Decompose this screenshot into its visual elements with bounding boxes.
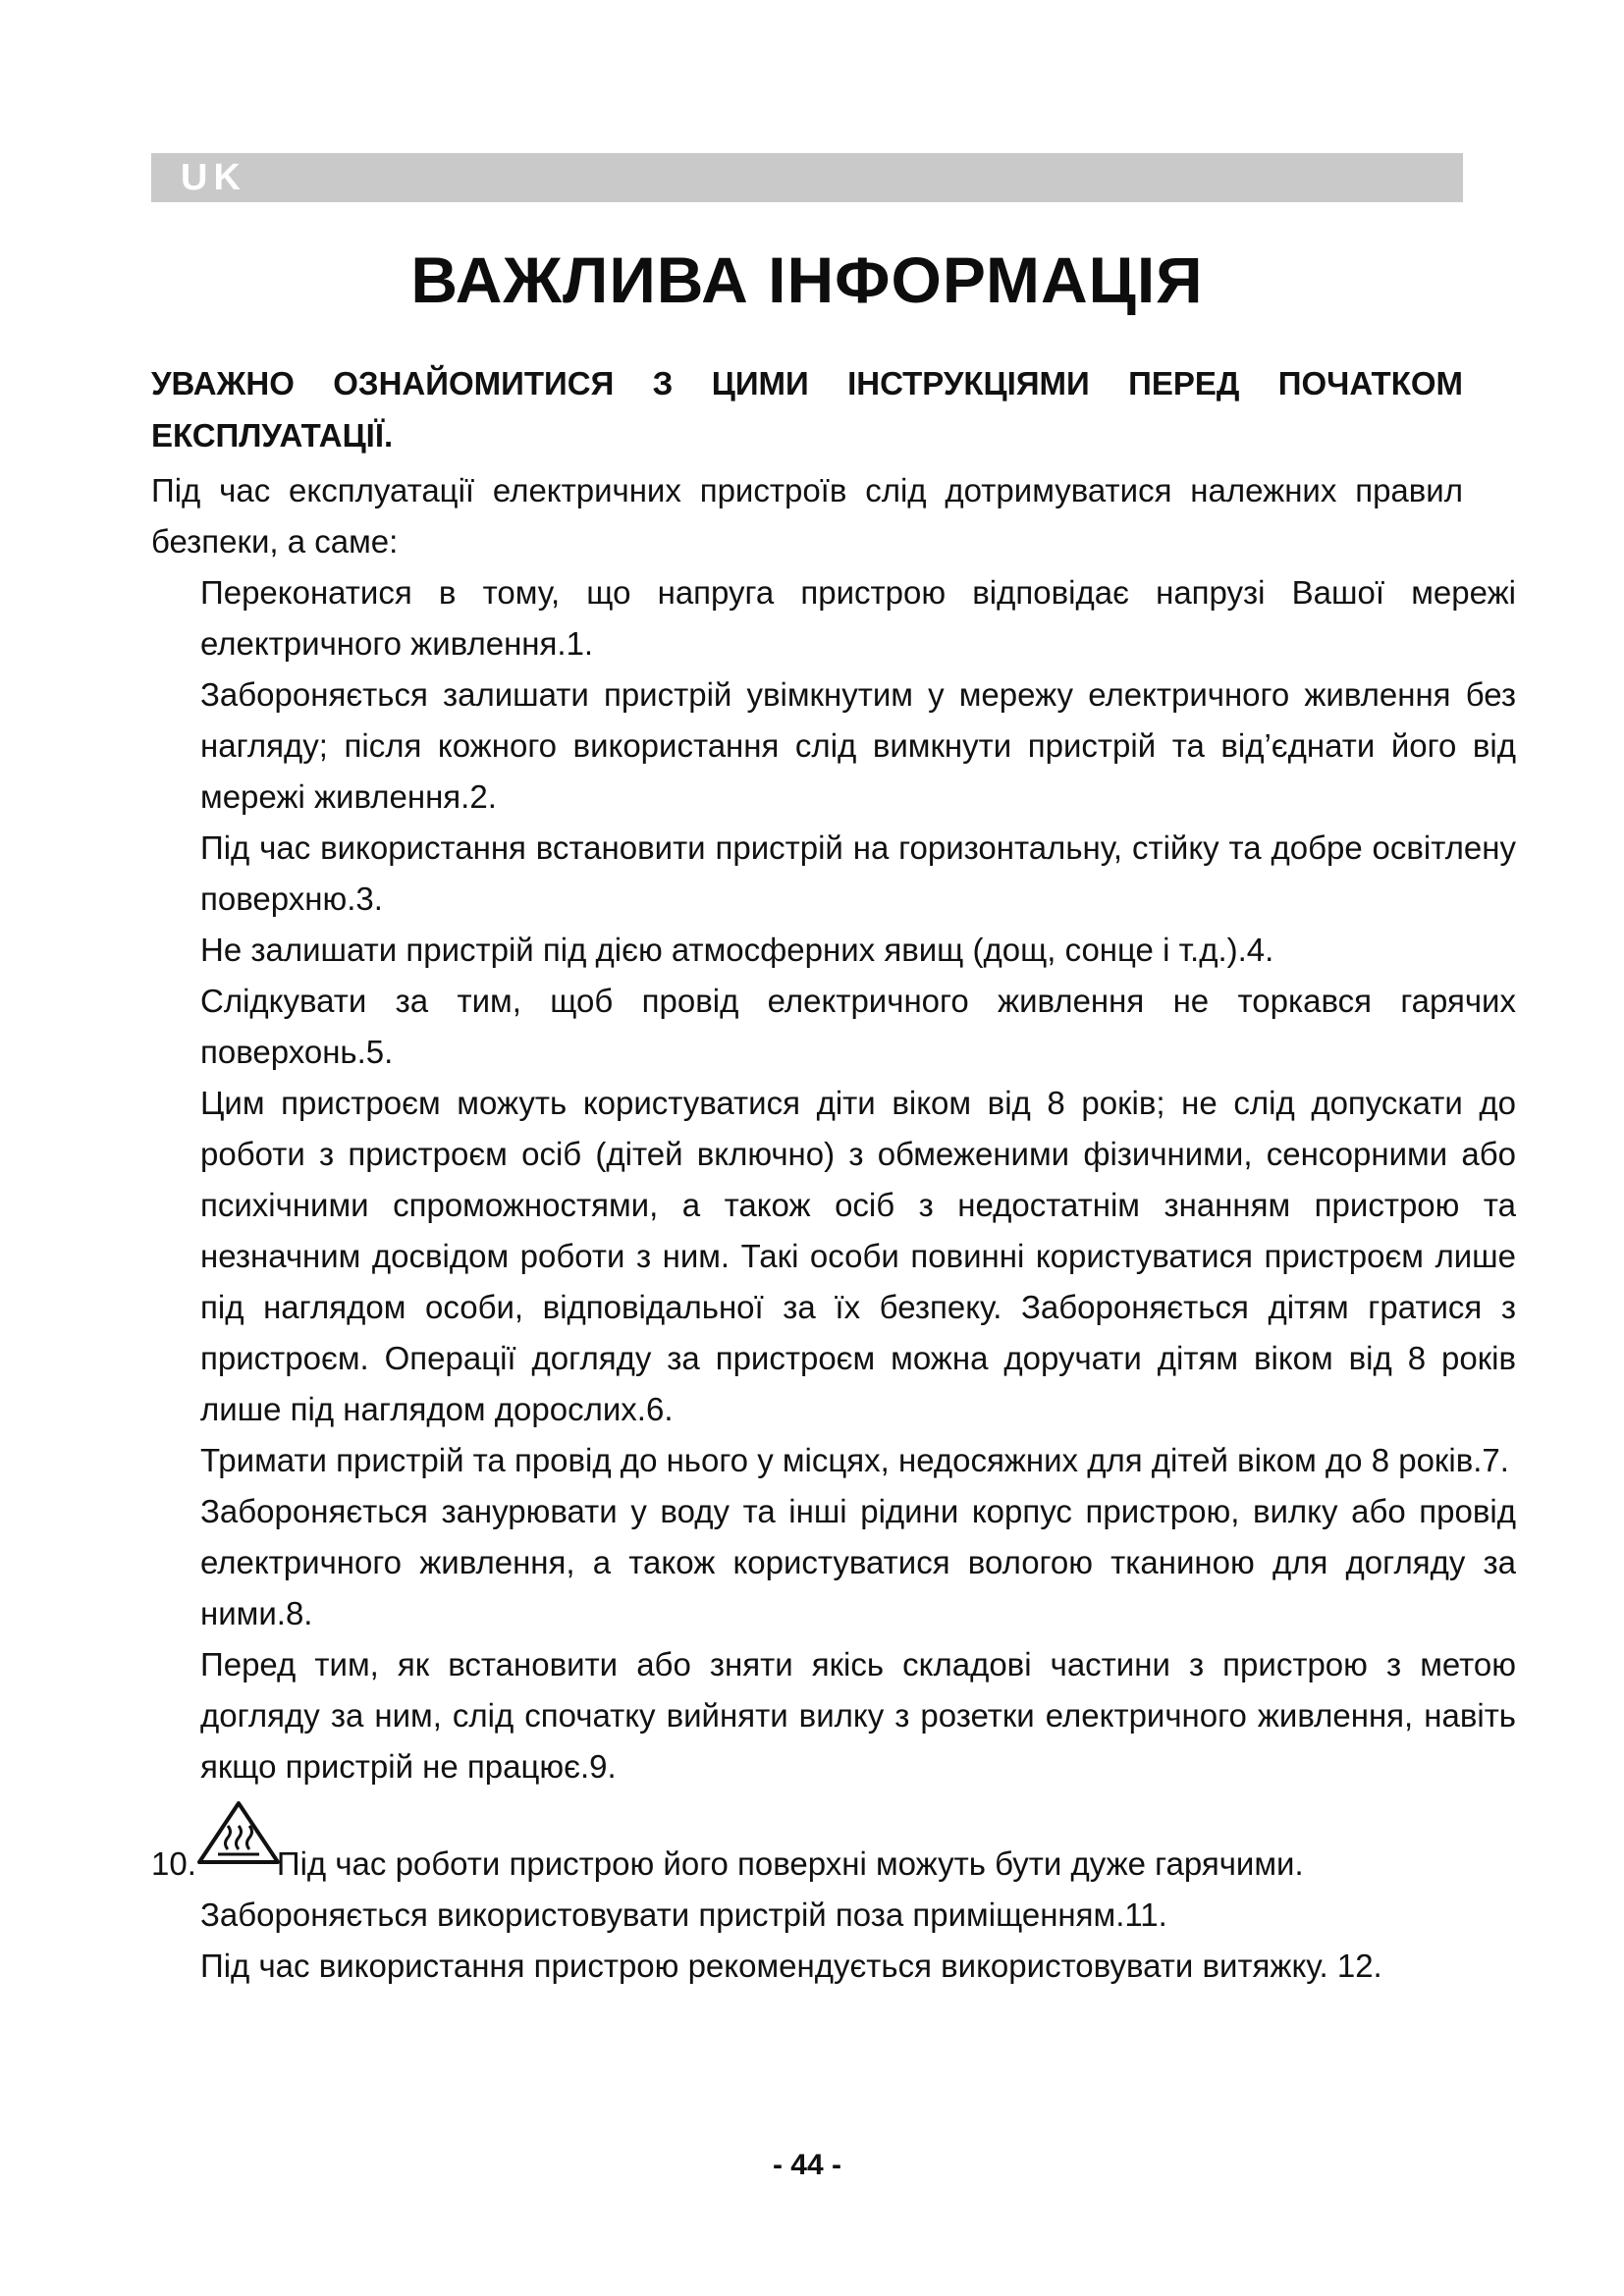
intro-paragraph: Під час експлуатації електричних пристроїв слід дотримуватися належних правил безпеки, а саме: (151, 472, 1463, 560)
list-item (151, 976, 1545, 1078)
item-number: 4. (1246, 932, 1274, 968)
page-number: - 44 - (772, 2149, 842, 2181)
safety-instructions-list (151, 567, 1545, 1992)
list-item (151, 823, 1545, 925)
item-text: Забороняється використовувати пристрій поза приміщенням. (200, 1896, 1125, 1933)
list-item (151, 1941, 1545, 1992)
item-number: 7. (1482, 1442, 1509, 1478)
item-text: Під час використання встановити пристрій на горизонтальну, стійку та добре освітлену поверхню. (200, 829, 1516, 917)
item-number: 11. (1124, 1896, 1167, 1933)
list-item (151, 1639, 1545, 1792)
list-item (151, 925, 1545, 976)
item-text: Переконатися в тому, що напруга пристрою відповідає напрузі Вашої мережі електричного живлення. (200, 574, 1516, 662)
item-text: Тримати пристрій та провід до нього у місцях, недосяжних для дітей віком до 8 років. (200, 1442, 1483, 1478)
item-number: 6. (645, 1391, 674, 1427)
list-item (151, 669, 1545, 823)
hot-surface-warning-icon (196, 1800, 281, 1865)
item-text: Перед тим, як встановити або зняти якісь складові частини з пристрою з метою догляду за ним, слід спочатку вийняти вилку з розетки електричного живлення, навіть якщо пристрій не працює. (200, 1646, 1516, 1785)
item-text: Забороняється залишати пристрій увімкнутим у мережу електричного живлення без нагляду; після кожного використання слід вимкнути пристрій та від’єднати його від мережі живлення. (200, 676, 1516, 815)
item-number: 5. (365, 1034, 394, 1070)
language-code: UK (181, 157, 246, 198)
list-item-hot-surface (151, 1814, 1545, 1890)
item-text: Під час роботи пристрою його поверхні можуть бути дуже гарячими. (276, 1845, 1304, 1882)
item-text: Забороняється занурювати у воду та інші рідини корпус пристрою, вилку або провід електричного живлення, а також користуватися вологою тканиною для догляду за ними. (200, 1493, 1516, 1631)
list-item (151, 567, 1545, 669)
item-number: 9. (589, 1748, 617, 1785)
item-number: 3. (355, 881, 383, 917)
item-number: 12. (1336, 1948, 1382, 1984)
item-number: 1. (566, 625, 594, 662)
instructions-subtitle: УВАЖНО ОЗНАЙОМИТИСЯ З ЦИМИ ІНСТРУКЦІЯМИ ПЕРЕД ПОЧАТКОМ ЕКСПЛУАТАЦІЇ. (151, 365, 1463, 454)
list-item (151, 1435, 1545, 1486)
item-text: Під час використання пристрою рекомендується використовувати витяжку. (200, 1948, 1328, 1984)
list-item (151, 1486, 1545, 1639)
item-number: 2. (469, 778, 497, 815)
language-bar (151, 153, 1463, 202)
page-title: ВАЖЛИВА ІНФОРМАЦІЯ (410, 243, 1204, 316)
item-text: Цим пристроєм можуть користуватися діти віком від 8 років; не слід допускати до роботи з пристроєм осіб (дітей включно) з обмеженими фізичними, сенсорними або психічними спроможностями, а також осіб з недостатнім знанням пристрою та незначним досвідом роботи з ним. Такі особи повинні користуватися пристроєм лише під наглядом особи, відповідальної за їх безпеку. Забороняється дітям гратися з пристроєм. Операції догляду за пристроєм можна доручати дітям віком від 8 років лише під наглядом дорослих. (200, 1085, 1516, 1427)
item-text: Слідкувати за тим, щоб провід електричного живлення не торкався гарячих поверхонь. (200, 983, 1516, 1070)
list-item (151, 1078, 1545, 1435)
list-item (151, 1890, 1545, 1941)
item-number: 8. (285, 1595, 313, 1631)
item-number: 10. (151, 1845, 196, 1882)
item-text: Не залишати пристрій під дією атмосферних явищ (дощ, сонце і т.д.). (200, 932, 1247, 968)
